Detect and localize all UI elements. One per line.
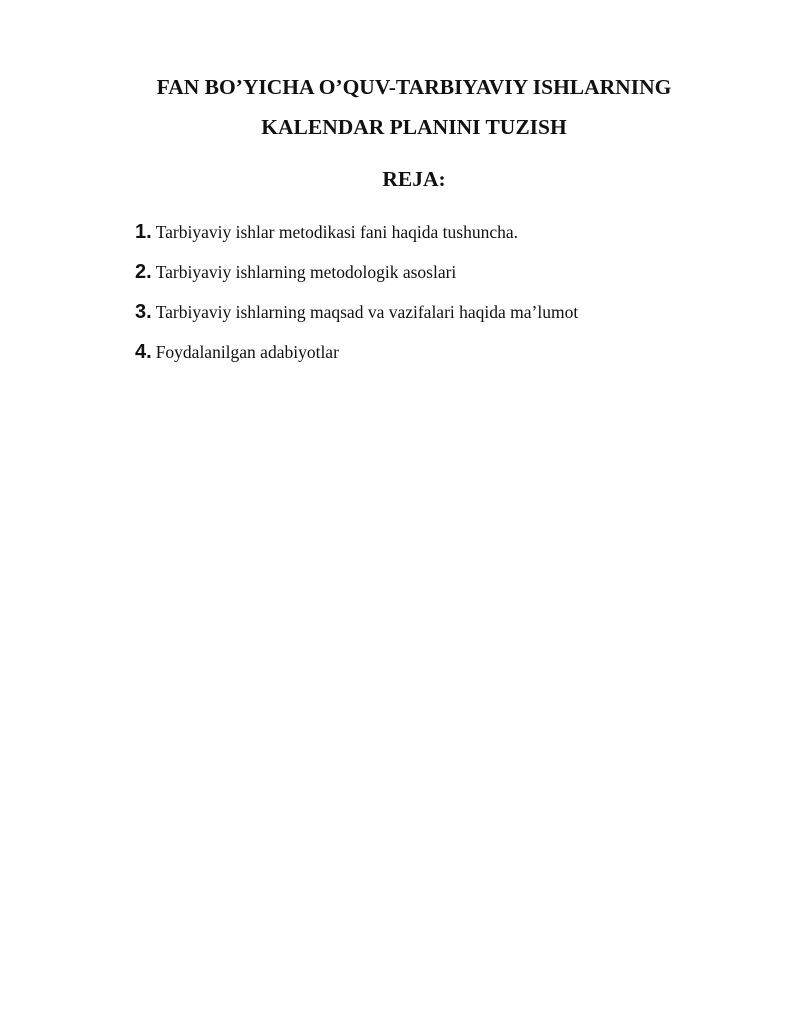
plan-item-2 [135, 258, 578, 298]
plan-item-text: Foydalanilgan adabiyotlar [155, 342, 339, 362]
plan-item-number: 4. [135, 341, 152, 363]
plan-item-number: 3. [135, 301, 152, 323]
plan-item-4 [135, 338, 578, 378]
document-title-line-1: FAN BO’YICHA O’QUV-TARBIYAVIY ISHLARNING [156, 75, 672, 99]
plan-item-number: 1. [135, 221, 152, 243]
plan-item-1 [135, 218, 578, 258]
plan-item-text: Tarbiyaviy ishlarning metodologik asoslari [155, 262, 457, 282]
plan-list [135, 218, 578, 378]
plan-item-text: Tarbiyaviy ishlar metodikasi fani haqida tushuncha. [155, 222, 518, 242]
plan-item-number: 2. [135, 261, 152, 283]
plan-heading: REJA: [382, 167, 446, 191]
plan-item-3 [135, 298, 578, 338]
plan-item-text: Tarbiyaviy ishlarning maqsad va vazifalari haqida ma’lumot [155, 302, 579, 322]
document-title-line-2: KALENDAR PLANINI TUZISH [261, 115, 567, 139]
